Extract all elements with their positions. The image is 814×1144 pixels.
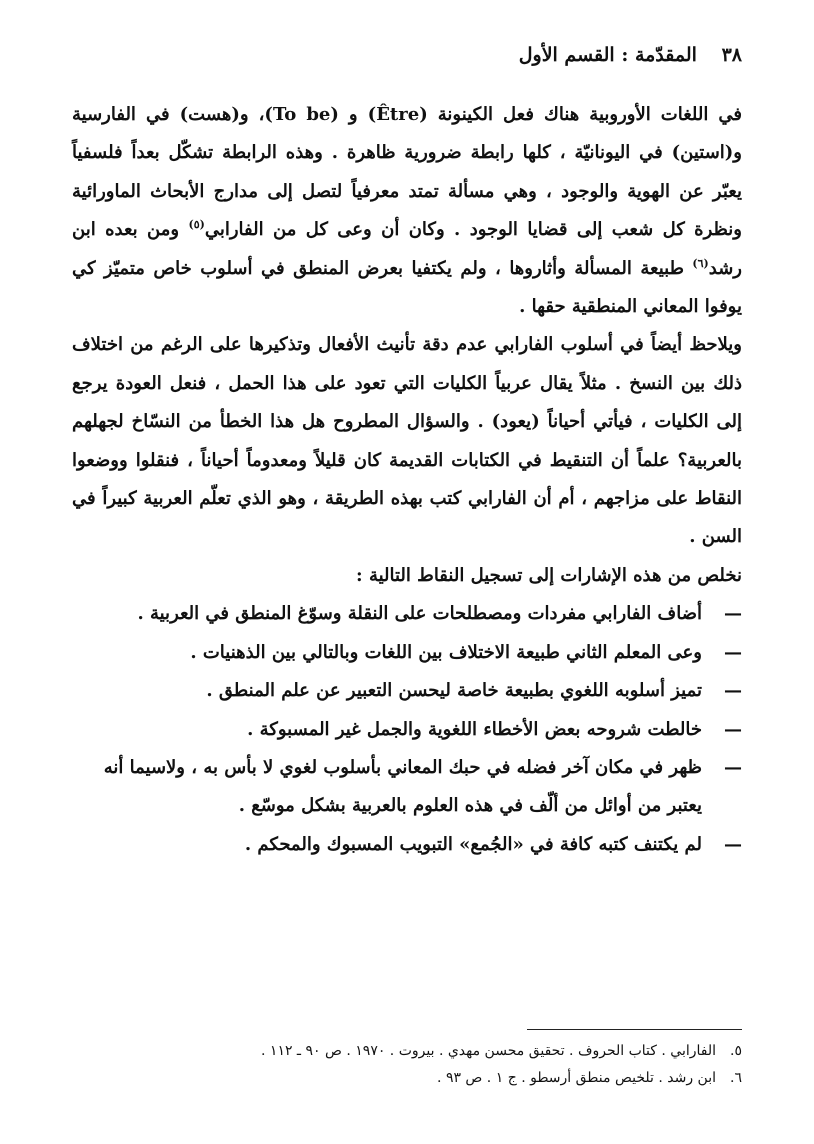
page-number: ٣٨ [721, 44, 742, 66]
list-item-text: تميز أسلوبه اللغوي بطبيعة خاصة ليحسن التعبير عن علم المنطق . [206, 680, 702, 702]
running-header [72, 40, 742, 70]
dash-marker: — [724, 641, 742, 663]
footnote-text: ابن رشد . تلخيص منطق أرسطو . ج ١ . ص ٩٣ . [437, 1070, 716, 1086]
list-item [72, 634, 742, 672]
footnote-6 [72, 1065, 742, 1092]
dash-marker: — [724, 680, 742, 702]
list-item [72, 595, 742, 633]
list-item-text: وعى المعلم الثاني طبيعة الاختلاف بين اللغات وبالتالي بين الذهنيات . [190, 641, 702, 663]
footnote-number: ٦. [730, 1070, 742, 1086]
paragraph-1-text-c: طبيعة المسألة وأثاروها ، ولم يكتفيا بعرض المنطق في أسلوب خاص متميّز كي يوفوا المعاني المنطقية حقها . [72, 257, 742, 318]
list-item-text: أضاف الفارابي مفردات ومصطلحات على النقلة وسوّغ المنطق في العربية . [137, 603, 702, 625]
running-title: المقدّمة : القسم الأول [518, 44, 697, 66]
paragraph-1 [72, 96, 742, 326]
list-item-text: ظهر في مكان آخر فضله في حبك المعاني بأسلوب لغوي لا بأس به ، ولاسيما أنه يعتبر من أوائل من ألّف في هذه العلوم بالعربية بشكل موسّع . [103, 756, 702, 817]
main-text [72, 96, 742, 864]
list-intro: نخلص من هذه الإشارات إلى تسجيل النقاط التالية : [356, 564, 742, 586]
paragraph-1-text-b: ومن بعده ابن رشد [72, 219, 742, 279]
paragraph-1-text-a: في اللغات الأوروبية هناك فعل الكينونة (Être) و (To be)، و(هست) في الفارسية و(استين) في اليونانيّة ، كلها رابطة ضرورية ظاهرة . وهذه الرابطة تشكّل بعداً فلسفياً يعبّر عن الهوية والوجود ، وهي مسألة تمتد معرفياً لتصل إلى مدارج الأبحاث الماورائية ونظرة كل شعب إلى قضايا الوجود . وكان أن وعى كل من الفارابي [72, 104, 742, 241]
list-item [72, 672, 742, 710]
points-list [72, 595, 742, 864]
list-item-text: لم يكتنف كتبه كافة في «الجُمع» التبويب المسبوك والمحكم . [244, 833, 702, 855]
paragraph-2: ويلاحظ أيضاً في أسلوب الفارابي عدم دقة تأنيث الأفعال وتذكيرها على الرغم من اختلاف ذلك بين النسخ . مثلاً يقال عربياً الكليات التي تعود على هذا الحمل ، فنعل العودة يرجع إلى الكليات ، فيأتي أحياناً (يعود) . والسؤال المطروح هل هذا الخطأ من النسّاخ لجهلهم بالعربية؟ علماً أن التنقيط في الكتابات القديمة كان قليلاً ومعدوماً أحياناً ، فنقلوا ووضعوا النقاط على مزاجهم ، أم أن الفارابي كتب بهذه الطريقة ، وهو الذي تعلّم العربية كبيراً في السن . [72, 334, 742, 548]
dash-marker: — [724, 718, 742, 740]
list-item-text: خالطت شروحه بعض الأخطاء اللغوية والجمل غير المسبوكة . [247, 718, 702, 740]
footnote-number: ٥. [730, 1043, 742, 1059]
footnote-ref-6: (٦) [692, 256, 709, 270]
footnote-separator [527, 1029, 742, 1030]
list-item [72, 711, 742, 749]
footnotes [72, 1038, 742, 1092]
list-item [72, 826, 742, 864]
dash-marker: — [724, 833, 742, 855]
footnote-ref-5: (٥) [188, 218, 205, 232]
list-item [72, 749, 742, 826]
footnote-5 [72, 1038, 742, 1065]
dash-marker: — [724, 603, 742, 625]
dash-marker: — [724, 756, 742, 778]
footnote-text: الفارابي . كتاب الحروف . تحقيق محسن مهدي . بيروت . ١٩٧٠ . ص ٩٠ ـ ١١٢ . [261, 1043, 716, 1059]
